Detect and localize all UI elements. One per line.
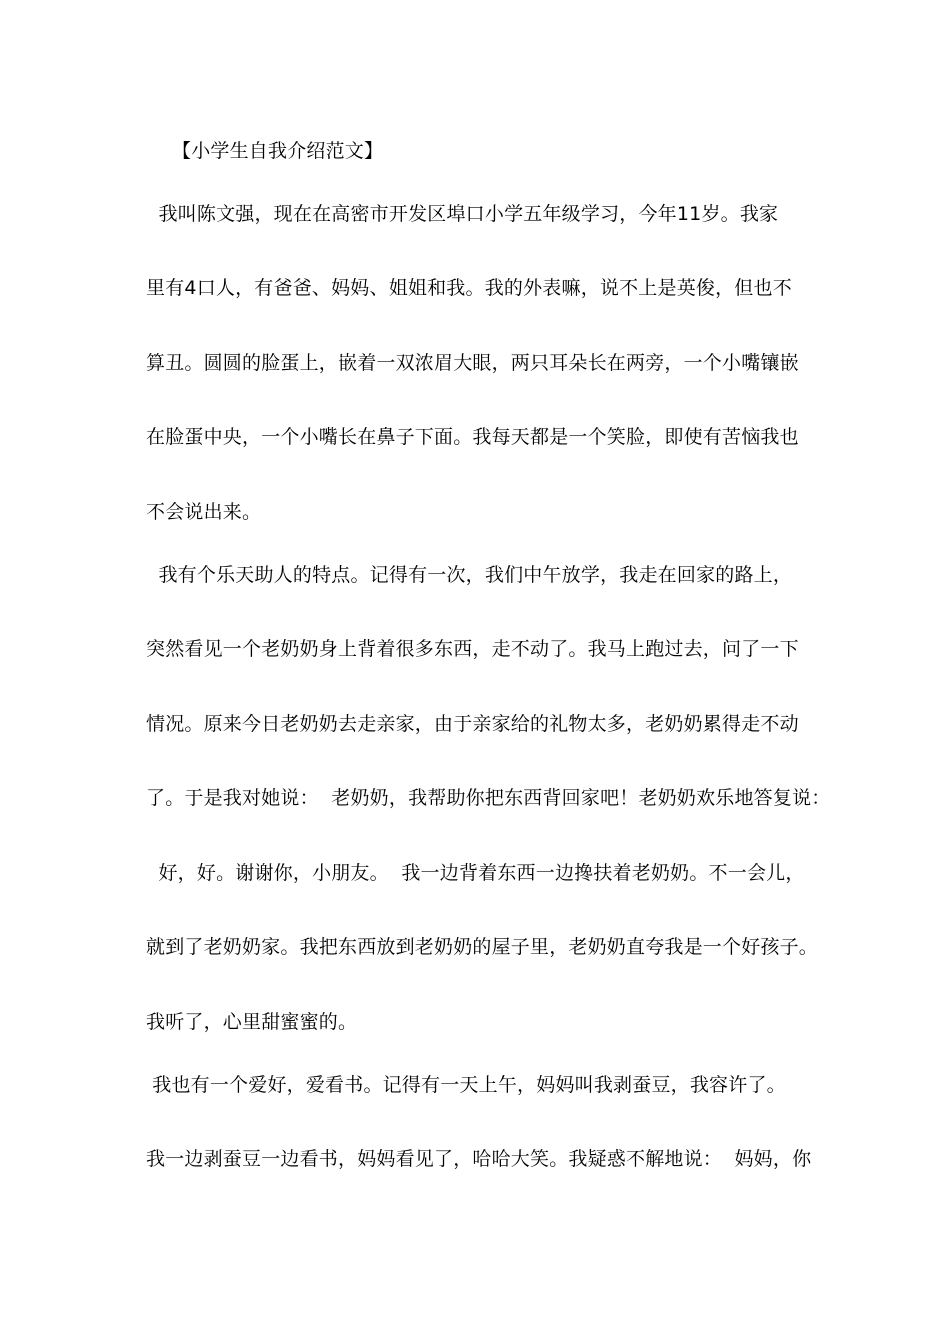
paragraph-line-10: 好，好。谢谢你，小朋友。 我一边背着东西一边搀扶着老奶奶。不一会儿， <box>146 862 805 884</box>
paragraph-line-1: 我叫陈文强，现在在高密市开发区埠口小学五年级学习，今年11岁。我家 <box>146 203 779 225</box>
paragraph-line-2: 里有4口人，有爸爸、妈妈、姐姐和我。我的外表嘛，说不上是英俊，但也不 <box>146 277 792 299</box>
paragraph-line-8: 情况。原来今日老奶奶去走亲家，由于亲家给的礼物太多，老奶奶累得走不动 <box>146 713 799 735</box>
paragraph-line-7: 突然看见一个老奶奶身上背着很多东西，走不动了。我马上跑过去，问了一下 <box>146 638 799 660</box>
document-title: 【小学生自我介绍范文】 <box>172 140 384 162</box>
paragraph-line-12: 我听了，心里甜蜜蜜的。 <box>146 1011 358 1033</box>
paragraph-line-6: 我有个乐天助人的特点。记得有一次，我们中午放学，我走在回家的路上， <box>146 564 793 586</box>
paragraph-line-5: 不会说出来。 <box>146 501 262 523</box>
paragraph-line-4: 在脸蛋中央，一个小嘴长在鼻子下面。我每天都是一个笑脸，即使有苦恼我也 <box>146 426 799 448</box>
paragraph-line-3: 算丑。圆圆的脸蛋上，嵌着一双浓眉大眼，两只耳朵长在两旁，一个小嘴镶嵌 <box>146 352 799 374</box>
paragraph-line-14: 我一边剥蚕豆一边看书，妈妈看见了，哈哈大笑。我疑惑不解地说： 妈妈，你 <box>146 1148 812 1170</box>
paragraph-line-9: 了。于是我对她说： 老奶奶，我帮助你把东西背回家吧！老奶奶欢乐地答复说： <box>146 787 831 809</box>
paragraph-line-13: 我也有一个爱好，爱看书。记得有一天上午，妈妈叫我剥蚕豆，我容许了。 <box>146 1074 786 1096</box>
paragraph-line-11: 就到了老奶奶家。我把东西放到老奶奶的屋子里，老奶奶直夸我是一个好孩子。 <box>146 936 819 958</box>
